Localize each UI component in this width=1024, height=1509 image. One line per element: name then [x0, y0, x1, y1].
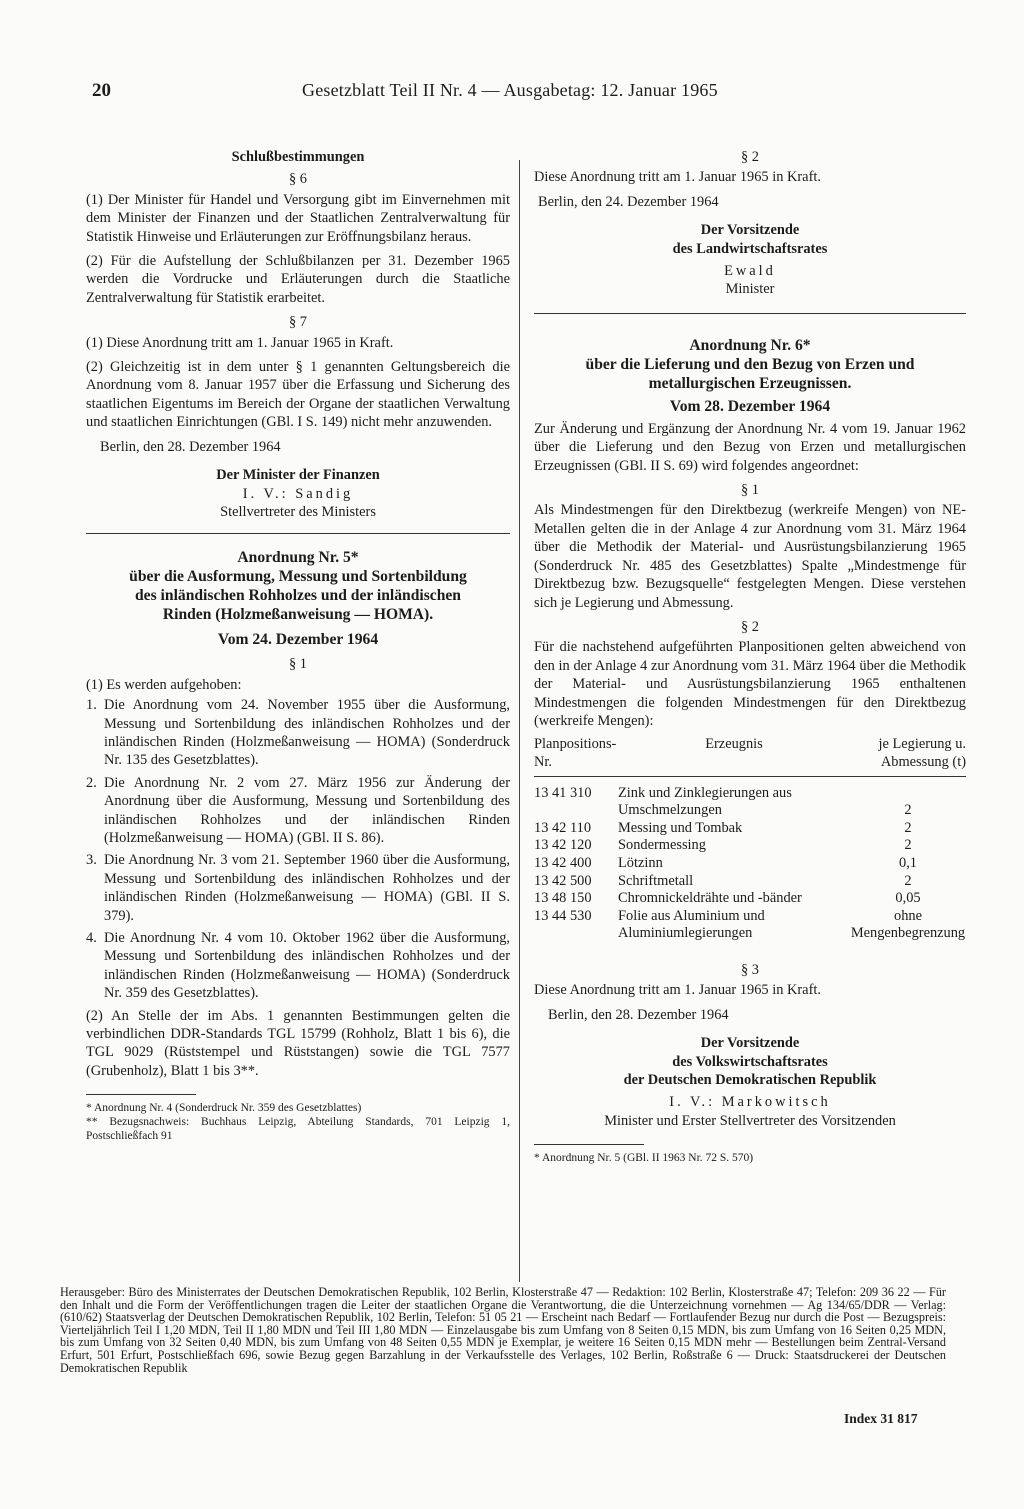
- place-date: Berlin, den 28. Dezember 1964: [100, 438, 281, 455]
- signer-title: Minister: [725, 281, 775, 298]
- table-header-row: [534, 736, 966, 776]
- table-row: 13 42 110 Messing und Tombak 2: [534, 819, 912, 836]
- ordinance-6-title: Anordnung Nr. 6*: [689, 336, 811, 354]
- signer-name: I. V.: Sandig: [242, 485, 354, 502]
- paragraph-sign-2b: § 2: [741, 618, 759, 635]
- s3-paragraph: Diese Anordnung tritt am 1. Januar 1965 in Kraft.: [534, 982, 821, 999]
- column-divider: [519, 160, 520, 1282]
- table-row: 13 42 400 Lötzinn 0,1: [534, 854, 917, 871]
- index-number: Index 31 817: [844, 1411, 918, 1426]
- column-header-position: Planpositions-Nr.: [534, 736, 617, 770]
- paragraph-sign-1: § 1: [741, 482, 759, 499]
- s1-intro: (1) Es werden aufgehoben:: [86, 676, 242, 693]
- s2-paragraph: Diese Anordnung tritt am 1. Januar 1965 in Kraft.: [534, 169, 821, 186]
- signer-organization: Der Vorsitzende: [700, 222, 800, 239]
- footnote-rule: [534, 1144, 644, 1145]
- signer-organization-3: der Deutschen Demokratischen Republik: [623, 1071, 877, 1088]
- signer-organization-2: des Landwirtschaftsrates: [672, 240, 828, 257]
- s6-paragraph-1: (1) Der Minister für Handel und Versorgung gibt im Einvernehmen mit dem Minister der Finanzen und der Staatlichen Zentralverwaltung für Statistik Hinweise und Erläuterungen zur Eröffnungsbilanz heraus.: [86, 191, 510, 245]
- ordinance-5-date: Vom 24. Dezember 1964: [217, 631, 379, 649]
- ordinance-6-subtitle-2: metallurgischen Erzeugnissen.: [648, 374, 852, 392]
- signer-title: Minister und Erster Stellvertreter des Vorsitzenden: [604, 1112, 896, 1129]
- ordinance-5-subtitle-3: Rinden (Holzmeßanweisung — HOMA).: [162, 606, 434, 624]
- right-column: [534, 148, 966, 1165]
- table-row: 13 44 530 Folie aus Aluminium und Aluminiumlegierungen ohne Mengenbegrenzung: [534, 907, 966, 942]
- footnote-1: * Anordnung Nr. 4 (Sonderdruck Nr. 359 des Gesetzblattes): [86, 1102, 362, 1115]
- s7-paragraph-1: (1) Diese Anordnung tritt am 1. Januar 1965 in Kraft.: [86, 334, 394, 351]
- page-number: 20: [92, 80, 111, 101]
- ordinance-6-date: Vom 28. Dezember 1964: [669, 397, 831, 415]
- footnote-rule: [86, 1094, 196, 1095]
- place-date: Berlin, den 28. Dezember 1964: [548, 1006, 729, 1023]
- table-rule: [534, 776, 966, 785]
- paragraph-sign-7: § 7: [289, 314, 307, 331]
- section-divider: [534, 313, 966, 314]
- footnote: * Anordnung Nr. 5 (GBl. II 1963 Nr. 72 S. 570): [534, 1152, 754, 1165]
- page-header: [92, 80, 972, 108]
- ordinance-6-intro: Zur Änderung und Ergänzung der Anordnung Nr. 4 vom 19. Januar 1962 über die Lieferung und den Bezug von Erzen und metallurgischen Erzeugnissen (GBl. II S. 69) wird folgendes angeordnet:: [534, 420, 966, 474]
- repealed-list: [86, 696, 510, 1003]
- table-row: 13 41 310 Zink und Zinklegierungen aus Umschmelzungen 2: [534, 784, 912, 819]
- paragraph-sign-2: § 2: [741, 149, 759, 165]
- s1-paragraph-2: (2) An Stelle der im Abs. 1 genannten Bestimmungen gelten die verbindlichen DDR-Standards TGL 15799 (Rohholz, Blatt 1 bis 6), die TGL 9029 (Rüststempel und Rüststangen) sowie die TGL 7577 (Grubenholz), Blatt 1 bis 3**.: [86, 1007, 510, 1079]
- ordinance-5-subtitle-2: des inländischen Rohholzes und der inländischen: [135, 587, 461, 605]
- signer-organization: Der Minister der Finanzen: [216, 467, 380, 484]
- paragraph-sign-6: § 6: [289, 171, 307, 188]
- signer-organization-2: des Volkswirtschaftsrates: [672, 1053, 828, 1070]
- paragraph-sign-1: § 1: [289, 656, 307, 673]
- column-header-product: Erzeugnis: [705, 736, 763, 753]
- table-row: 13 42 500 Schriftmetall 2: [534, 872, 912, 889]
- list-item: 2. Die Anordnung Nr. 2 vom 27. März 1956 zur Änderung der Anordnung über die Ausformung, Messung und Sortenbildung des inländischen Rohholzes und der inländischen Rinden (Holzmeßanweisung — HOMA) (GBl. II S. 86).: [86, 774, 510, 846]
- s1-paragraph: Als Mindestmengen für den Direktbezug (werkreife Mengen) von NE-Metallen gelten die in der Anlage 4 zur Anordnung vom 31. März 1964 über die Methodik der Material- und Ausrüstungsbilanzierung 1965 (Sonderdruck Nr. 485 des Gesetzblattes) Spalte „Mindestmenge für Direktbezug bzw. Bezugsquelle“ festgelegten Mengen. Diese verstehen sich je Legierung und Abmessung.: [534, 502, 966, 611]
- running-head: Gesetzblatt Teil II Nr. 4 — Ausgabetag: 12. Januar 1965: [302, 80, 718, 100]
- column-header-quantity: je Legierung u. Abmessung (t): [878, 736, 966, 770]
- list-item: 3. Die Anordnung Nr. 3 vom 21. September 1960 über die Ausformung, Messung und Sortenbildung des inländischen Rohholzes und der inländischen Rinden (Holzmeßanweisung — HOMA) (GBl. II S. 379).: [86, 852, 510, 924]
- s6-paragraph-2: (2) Für die Aufstellung der Schlußbilanzen per 31. Dezember 1965 werden die Vordrucke und Erläuterungen durch die Staatliche Zentralverwaltung für Statistik erarbeitet.: [86, 253, 510, 306]
- list-item: 4. Die Anordnung Nr. 4 vom 10. Oktober 1962 über die Ausformung, Messung und Sortenbildung des inländischen Rohholzes und der inländischen Rinden (Holzmeßanweisung — HOMA) (Sonderdruck Nr. 359 des Gesetzblattes).: [86, 930, 510, 1002]
- signer-name: Ewald: [724, 263, 776, 280]
- signer-title: Stellvertreter des Ministers: [220, 503, 376, 520]
- paragraph-sign-3: § 3: [741, 961, 759, 978]
- signer-name: I. V.: Markowitsch: [669, 1094, 831, 1111]
- left-column: [86, 148, 510, 1143]
- table-row: 13 42 120 Sondermessing 2: [534, 837, 912, 854]
- list-item: 1. Die Anordnung vom 24. November 1955 über die Ausformung, Messung und Sortenbildung des inländischen Rohholzes und der inländischen Rinden (Holzmeßanweisung — HOMA) (Sonderdruck Nr. 135 des Gesetzblattes).: [86, 697, 510, 769]
- s2b-paragraph: Für die nachstehend aufgeführten Planpositionen gelten abweichend von den in der Anlage 4 zur Anordnung vom 31. März 1964 über die Methodik der Material- und Ausrüstungsbilanzierung 1965 enthaltenen Mindestmengen die folgenden Mindestmengen für den Direktbezug (werkreife Mengen):: [534, 639, 966, 729]
- place-date: Berlin, den 24. Dezember 1964: [538, 193, 719, 210]
- table-row: 13 48 150 Chromnickeldrähte und -bänder 0,05: [534, 890, 921, 907]
- footnote-2: ** Bezugsnachweis: Buchhaus Leipzig, Abteilung Standards, 701 Leipzig 1, Postschließfach 91: [86, 1116, 510, 1143]
- ordinance-5-title: Anordnung Nr. 5*: [237, 549, 359, 567]
- s7-paragraph-2: (2) Gleichzeitig ist in dem unter § 1 genannten Geltungsbereich die Anordnung vom 8. Januar 1957 über die Erfassung und Sicherung des staatlichen Eigentums im Bereich der Organe der staatlichen Verwaltung und staatlichen Einrichtungen (GBl. I S. 149) nicht mehr anzuwenden.: [86, 359, 510, 431]
- section-divider: [86, 533, 510, 534]
- minimum-quantities-table: [534, 736, 966, 943]
- ordinance-5-subtitle-1: über die Ausformung, Messung und Sortenbildung: [129, 568, 467, 586]
- ordinance-6-subtitle-1: über die Lieferung und den Bezug von Erzen und: [585, 355, 915, 373]
- section-title-schlussbestimmungen: Schlußbestimmungen: [231, 149, 365, 165]
- imprint: Herausgeber: Büro des Ministerrates der Deutschen Demokratischen Republik, 102 Berlin, Klosterstraße 47 — Redaktion: 102 Berlin, Klosterstraße 47; Telefon: 209 36 22 — Für den Inhalt und die Form der Veröffentlichungen tragen die Leiter der staatlichen Organe die Verantwortung, die die Unterzeichnung vornehmen — Ag 134/65/DDR — Verlag: (610/62) Staatsverlag der Deutschen Demokratischen Republik, 102 Berlin, Telefon: 51 05 21 — Erscheint nach Bedarf — Fortlaufender Bezug nur durch die Post — Bezugspreis: Vierteljährlich Teil I 1,20 MDN, Teil II 1,80 MDN und Teil III 1,80 MDN — Einzelausgabe bis zum Umfang von 8 Seiten 0,15 MDN, bis zum Umfang von 16 Seiten 0,25 MDN, bis zum Umfang von 32 Seiten 0,40 MDN, bis zum Umfang von 48 Seiten 0,55 MDN je Exemplar, je weitere 16 Seiten 0,15 MDN mehr — Bestellungen beim Zentral-Versand Erfurt, 501 Erfurt, Postschließfach 696, sowie Bezug gegen Barzahlung in der Verkaufsstelle des Verlages, 102 Berlin, Roßstraße 6 — Druck: Staatsdruckerei der Deutschen Demokratischen Republik: [60, 1285, 946, 1375]
- signer-organization: Der Vorsitzende: [700, 1035, 800, 1052]
